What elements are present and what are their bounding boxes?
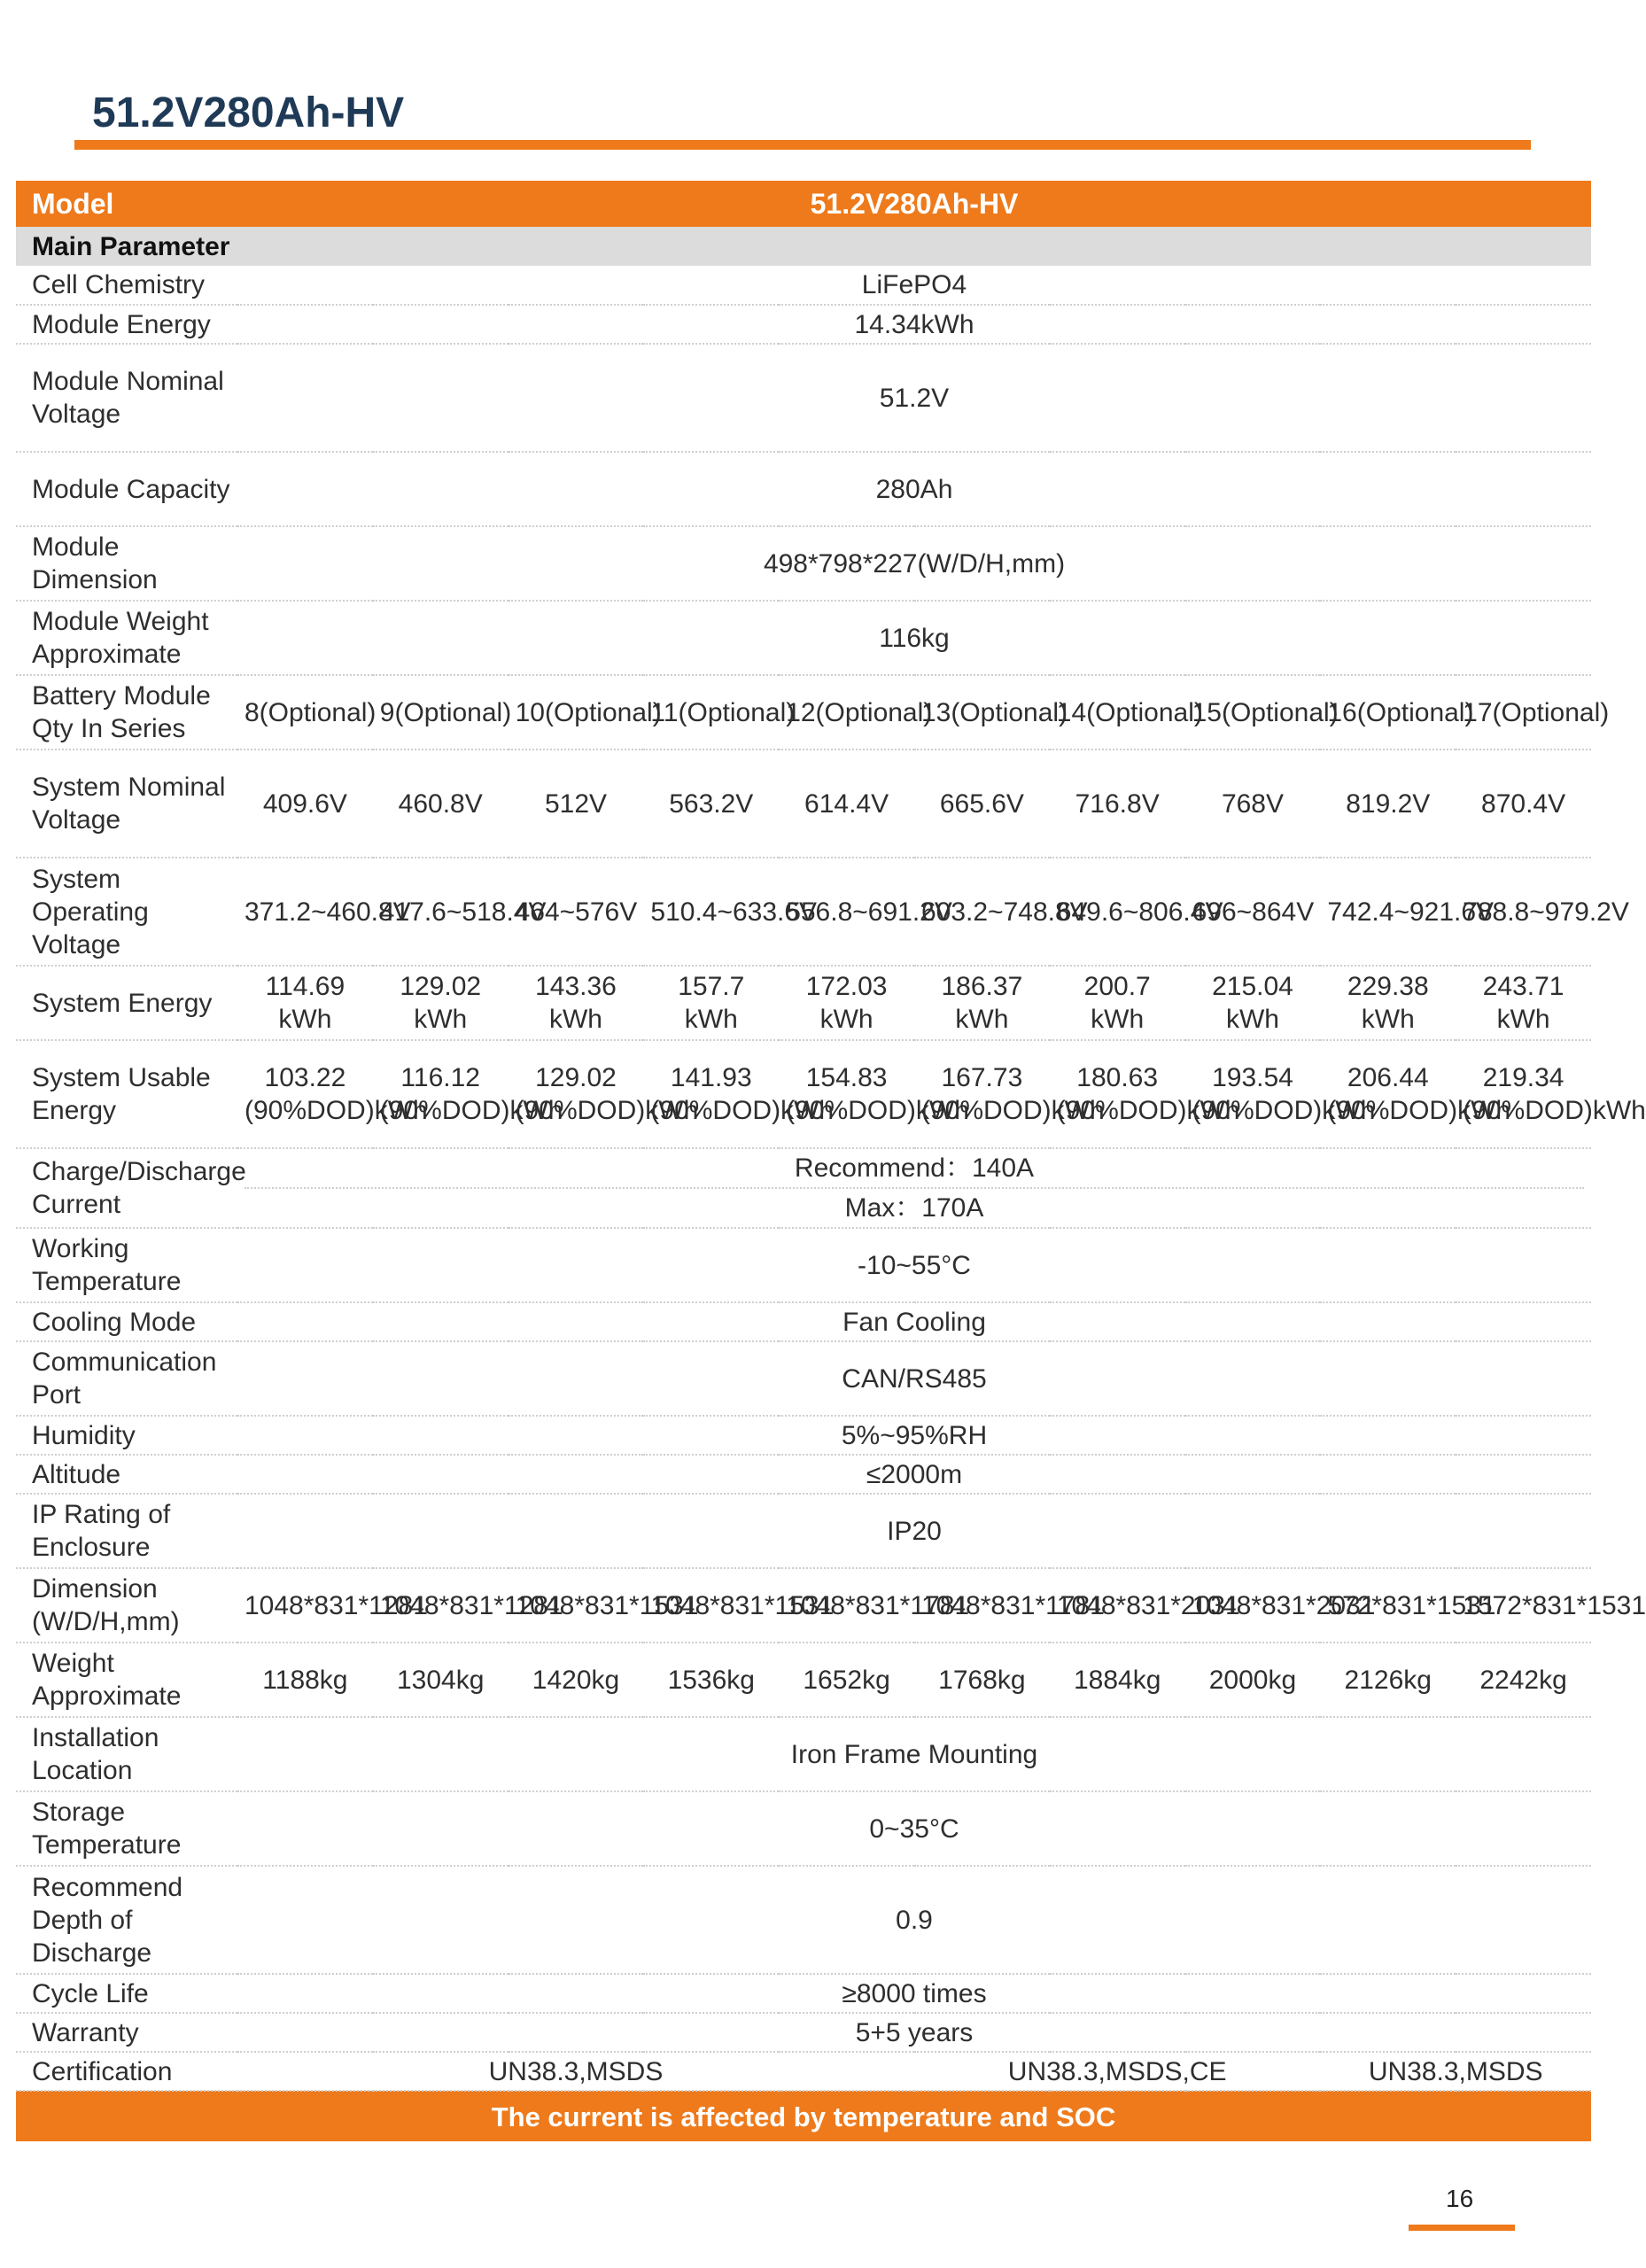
row-label: Module Dimension — [16, 526, 237, 601]
spec-row-ip-rating — [16, 1494, 1591, 1568]
value-cell: 9(Optional) — [373, 675, 509, 750]
spec-row-module-capacity — [16, 452, 1591, 526]
row-value: CAN/RS485 — [237, 1341, 1591, 1416]
value-cell: 409.6V — [237, 750, 373, 858]
row-label: Cycle Life — [16, 1974, 237, 2013]
title-underline — [74, 140, 1531, 150]
value-cell: 13(Optional) — [914, 675, 1050, 750]
row-label: Altitude — [16, 1455, 237, 1494]
row-label: Charge/Discharge Current — [16, 1148, 237, 1228]
row-label: Battery Module Qty In Series — [16, 675, 237, 750]
value-cell: 788.8~979.2V — [1456, 858, 1591, 966]
value-cell: 614.4V — [779, 750, 914, 858]
model-label: Model — [16, 181, 237, 227]
value-cell: 563.2V — [643, 750, 779, 858]
row-value: ≥8000 times — [237, 1974, 1591, 2013]
value-cell: 167.73 (90%DOD)kWh — [914, 1040, 1050, 1148]
value-cell: 193.54 (90%DOD)kWh — [1185, 1040, 1321, 1148]
spec-row-cycle-life — [16, 1974, 1591, 2013]
spec-row-system-energy — [16, 966, 1591, 1040]
model-header-row — [16, 181, 1591, 227]
value-cell: 1048*831*1781 — [779, 1568, 914, 1643]
spec-row-storage-temperature — [16, 1791, 1591, 1866]
row-value: IP20 — [237, 1494, 1591, 1568]
spec-row-system-nominal-voltage — [16, 750, 1591, 858]
value-cell: 1048*831*2031 — [1050, 1568, 1185, 1643]
row-label: Module Capacity — [16, 452, 237, 526]
value-cell: 157.7 kWh — [643, 966, 779, 1040]
value-cell: 8(Optional) — [237, 675, 373, 750]
page-title: 51.2V280Ah-HV — [92, 89, 405, 136]
value-cell: 1048*831*2031 — [1185, 1568, 1321, 1643]
spec-row-warranty — [16, 2013, 1591, 2052]
row-label: Cell Chemistry — [16, 266, 237, 305]
value-cell: 172.03 kWh — [779, 966, 914, 1040]
value-cell: 116.12 (90%DOD)kWh — [373, 1040, 509, 1148]
value-cell: 603.2~748.8V — [914, 858, 1050, 966]
value-cell: 129.02 (90%DOD)kWh — [509, 1040, 644, 1148]
value-cell: 141.93 (90%DOD)kWh — [643, 1040, 779, 1148]
spec-row-module-weight — [16, 601, 1591, 675]
row-value: 51.2V — [237, 344, 1591, 452]
spec-row-module-nominal-voltage — [16, 344, 1591, 452]
value-cell: 819.2V — [1320, 750, 1456, 858]
value-cell: 1884kg — [1050, 1643, 1185, 1717]
row-value: 5%~95%RH — [237, 1416, 1591, 1455]
row-label: Module Energy — [16, 305, 237, 344]
row-value: 5+5 years — [237, 2013, 1591, 2052]
spec-row-cooling-mode — [16, 1302, 1591, 1341]
spec-row-system-operating-voltage — [16, 858, 1591, 966]
row-label: Dimension (W/D/H,mm) — [16, 1568, 237, 1643]
row-label: Warranty — [16, 2013, 237, 2052]
value-cell: 460.8V — [373, 750, 509, 858]
value-cell: 17(Optional) — [1456, 675, 1591, 750]
footer-note-row — [16, 2091, 1591, 2141]
row-label: Storage Temperature — [16, 1791, 237, 1866]
row-value: 14.34kWh — [237, 305, 1591, 344]
spec-row-working-temperature — [16, 1228, 1591, 1302]
value-cell: 186.37 kWh — [914, 966, 1050, 1040]
row-label: Recommend Depth of Discharge — [16, 1866, 237, 1974]
value-cell: 129.02 kWh — [373, 966, 509, 1040]
value-cell: 1652kg — [779, 1643, 914, 1717]
value-cell: 16(Optional) — [1320, 675, 1456, 750]
spec-row-cell-chemistry — [16, 266, 1591, 305]
value-cell: 154.83 (90%DOD)kWh — [779, 1040, 914, 1148]
value-cell: 464~576V — [509, 858, 644, 966]
value-cell: 1048*831*1281 — [373, 1568, 509, 1643]
value-cell: 870.4V — [1456, 750, 1591, 858]
spec-row-depth-of-discharge — [16, 1866, 1591, 1974]
specification-table — [16, 181, 1646, 2141]
row-value: 116kg — [237, 601, 1591, 675]
footer-note: The current is affected by temperature and SOC — [16, 2091, 1591, 2141]
spec-row-charge-current — [16, 1148, 1591, 1228]
value-cell: 229.38 kWh — [1320, 966, 1456, 1040]
value-cell: 14(Optional) — [1050, 675, 1185, 750]
row-label: Installation Location — [16, 1717, 237, 1791]
row-label: System Usable Energy — [16, 1040, 237, 1148]
certification-group-3: UN38.3,MSDS — [1320, 2052, 1591, 2091]
spec-row-module-energy — [16, 305, 1591, 344]
spec-row-altitude — [16, 1455, 1591, 1494]
value-cell: 219.34 (90%DOD)kWh — [1456, 1040, 1591, 1148]
value-cell: 371.2~460.8V — [237, 858, 373, 966]
section-title: Main Parameter — [16, 227, 1591, 266]
row-label: Module Nominal Voltage — [16, 344, 237, 452]
spec-row-certification — [16, 2052, 1591, 2091]
row-label: System Nominal Voltage — [16, 750, 237, 858]
value-cell: 200.7 kWh — [1050, 966, 1185, 1040]
spec-row-communication-port — [16, 1341, 1591, 1416]
value-cell: 1572*831*1531 — [1456, 1568, 1591, 1643]
value-cell: 2126kg — [1320, 1643, 1456, 1717]
row-value: ≤2000m — [237, 1455, 1591, 1494]
value-cell: 1536kg — [643, 1643, 779, 1717]
page-number: 16 — [1446, 2185, 1474, 2212]
row-value: Iron Frame Mounting — [237, 1717, 1591, 1791]
row-value: Fan Cooling — [237, 1302, 1591, 1341]
value-cell: 742.4~921.6V — [1320, 858, 1456, 966]
charge-current-values — [237, 1148, 1591, 1228]
model-value: 51.2V280Ah-HV — [237, 181, 1591, 227]
value-cell: 243.71 kWh — [1456, 966, 1591, 1040]
row-value: 498*798*227(W/D/H,mm) — [237, 526, 1591, 601]
value-cell: 1048*831*1531 — [509, 1568, 644, 1643]
value-cell: 1048*831*1781 — [914, 1568, 1050, 1643]
certification-group-2: UN38.3,MSDS,CE — [914, 2052, 1320, 2091]
value-cell: 556.8~691.2V — [779, 858, 914, 966]
spec-row-system-usable-energy — [16, 1040, 1591, 1148]
value-cell: 1420kg — [509, 1643, 644, 1717]
spec-row-dimension — [16, 1568, 1591, 1643]
row-label: System Energy — [16, 966, 237, 1040]
spec-row-weight — [16, 1643, 1591, 1717]
value-cell: 215.04 kWh — [1185, 966, 1321, 1040]
row-label: Weight Approximate — [16, 1643, 237, 1717]
value-cell: 417.6~518.4V — [373, 858, 509, 966]
row-label: Certification — [16, 2052, 237, 2091]
value-cell: 10(Optional) — [509, 675, 644, 750]
row-label: Humidity — [16, 1416, 237, 1455]
value-cell: 510.4~633.6V — [643, 858, 779, 966]
value-cell: 696~864V — [1185, 858, 1321, 966]
value-cell: 206.44 (90%DOD)kWh — [1320, 1040, 1456, 1148]
value-cell: 2000kg — [1185, 1643, 1321, 1717]
row-value: -10~55°C — [237, 1228, 1591, 1302]
row-label: IP Rating of Enclosure — [16, 1494, 237, 1568]
value-cell: 665.6V — [914, 750, 1050, 858]
value-cell: 12(Optional) — [779, 675, 914, 750]
spec-row-qty-in-series — [16, 675, 1591, 750]
value-cell: 180.63 (90%DOD)kWh — [1050, 1040, 1185, 1148]
row-label: System Operating Voltage — [16, 858, 237, 966]
row-value: 280Ah — [237, 452, 1591, 526]
row-label: Working Temperature — [16, 1228, 237, 1302]
value-cell: 716.8V — [1050, 750, 1185, 858]
row-label: Module Weight Approximate — [16, 601, 237, 675]
max-current: Max：170A — [844, 1193, 984, 1223]
value-cell: 512V — [509, 750, 644, 858]
row-label: Communication Port — [16, 1341, 237, 1416]
value-cell: 1188kg — [237, 1643, 373, 1717]
value-cell: 768V — [1185, 750, 1321, 858]
row-value: 0.9 — [237, 1866, 1591, 1974]
value-cell: 11(Optional) — [643, 675, 779, 750]
value-cell: 103.22 (90%DOD)kWh — [237, 1040, 373, 1148]
value-cell: 572*831*1531 — [1320, 1568, 1456, 1643]
value-cell: 1304kg — [373, 1643, 509, 1717]
value-cell: 1048*831*1281 — [237, 1568, 373, 1643]
value-cell: 1768kg — [914, 1643, 1050, 1717]
value-cell: 649.6~806.4V — [1050, 858, 1185, 966]
spec-row-module-dimension — [16, 526, 1591, 601]
row-value: LiFePO4 — [237, 266, 1591, 305]
recommend-current: Recommend：140A — [245, 1149, 1584, 1189]
value-cell: 1048*831*1531 — [643, 1568, 779, 1643]
row-value: 0~35°C — [237, 1791, 1591, 1866]
row-label: Cooling Mode — [16, 1302, 237, 1341]
value-cell: 15(Optional) — [1185, 675, 1321, 750]
value-cell: 114.69 kWh — [237, 966, 373, 1040]
certification-group-1: UN38.3,MSDS — [237, 2052, 914, 2091]
value-cell: 2242kg — [1456, 1643, 1591, 1717]
spec-row-humidity — [16, 1416, 1591, 1455]
spec-row-installation-location — [16, 1717, 1591, 1791]
value-cell: 143.36 kWh — [509, 966, 644, 1040]
section-header-row — [16, 227, 1591, 266]
page-number-underline — [1409, 2225, 1515, 2231]
